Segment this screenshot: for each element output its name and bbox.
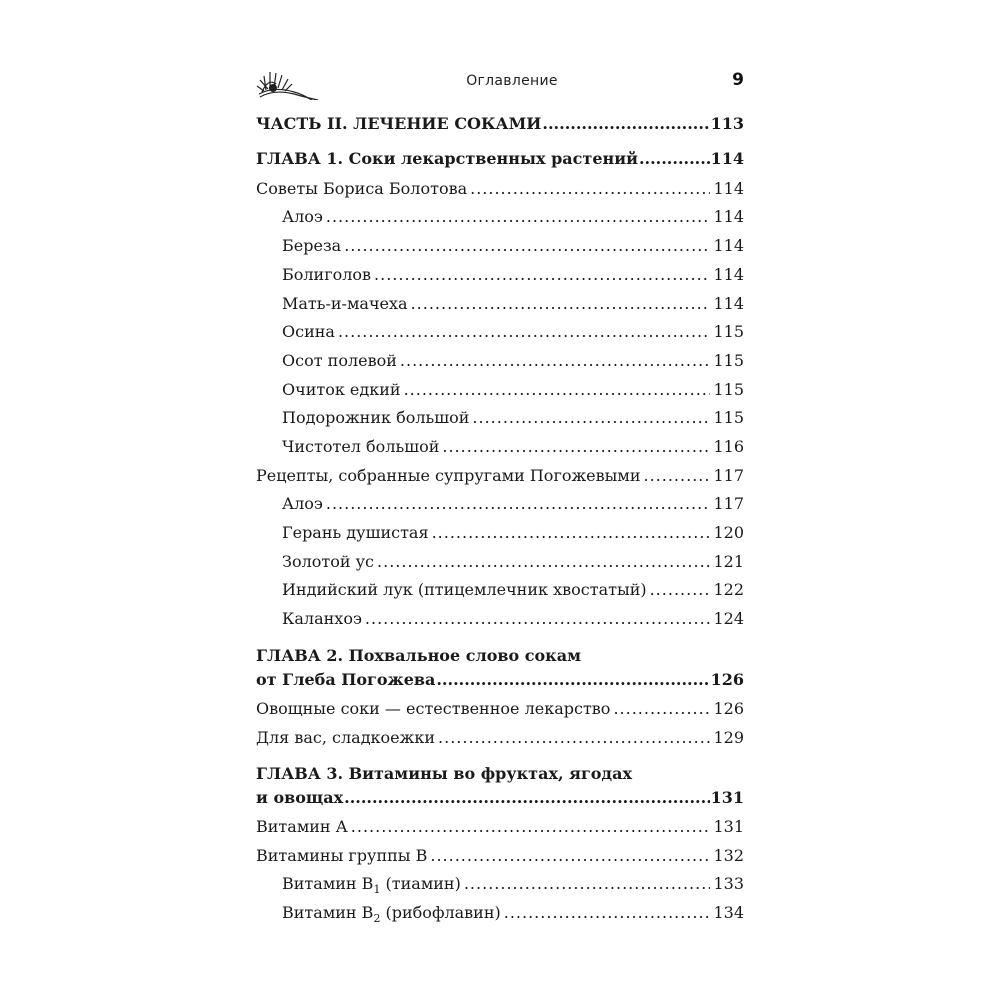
- toc-entry-bereza[interactable]: [282, 236, 744, 256]
- toc-label-suffix: (рибофлавин): [380, 903, 501, 922]
- toc-label: Рецепты, собранные супругами Погожевыми: [256, 466, 641, 485]
- leader-dots: [326, 207, 711, 227]
- toc-page: 122: [713, 580, 744, 599]
- page-number: 9: [732, 70, 744, 90]
- toc-label: [282, 874, 461, 896]
- toc-label-subscript: 1: [373, 883, 381, 896]
- toc-entry-ochitok[interactable]: [282, 380, 744, 400]
- toc-entry-mat-i-machekha[interactable]: [282, 294, 744, 314]
- toc-label: и овощах: [256, 788, 344, 807]
- leader-dots: [438, 728, 710, 748]
- toc-label-prefix: Витамин В: [282, 903, 374, 922]
- leader-dots: [430, 846, 710, 866]
- toc-page: 129: [713, 728, 744, 747]
- toc-entry-chapter2[interactable]: [256, 670, 744, 690]
- toc-page: 134: [713, 903, 744, 922]
- toc-page: 116: [713, 437, 744, 456]
- toc-label: Советы Бориса Болотова: [256, 179, 468, 198]
- running-head: [256, 60, 744, 104]
- leader-dots: [326, 494, 711, 514]
- toc-page: 114: [710, 149, 744, 168]
- toc-label: Очиток едкий: [282, 380, 401, 399]
- toc-label: Алоэ: [282, 494, 323, 513]
- toc-entry-chapter1[interactable]: [256, 149, 744, 169]
- toc-entry-kalanhoe[interactable]: [282, 609, 744, 629]
- toc-label-prefix: Витамин В: [282, 874, 374, 893]
- toc-entry-podorozhnik[interactable]: [282, 408, 744, 428]
- toc-label: Витамины группы В: [256, 846, 428, 865]
- toc-label-subscript: 2: [373, 912, 381, 925]
- leader-dots: [351, 817, 711, 837]
- toc-entry-chapter3[interactable]: [256, 788, 744, 808]
- running-head-title: Оглавление: [466, 73, 558, 89]
- toc-entry-aloe-2[interactable]: [282, 494, 744, 514]
- toc-label: Индийский лук (птицемлечник хвостатый): [282, 580, 647, 599]
- leader-dots: [464, 874, 711, 894]
- toc-chapter2-line1[interactable]: ГЛАВА 2. Похвальное слово сокам: [256, 646, 581, 665]
- leader-dots: [432, 523, 711, 543]
- toc-entry-part2[interactable]: [256, 114, 744, 134]
- toc-page: 131: [713, 817, 744, 836]
- toc-page: 126: [713, 699, 744, 718]
- leader-dots: [613, 699, 710, 719]
- toc-page: 115: [713, 380, 744, 399]
- toc-entry-sladkoezhki[interactable]: [256, 728, 744, 748]
- toc-entry-chistotel[interactable]: [282, 437, 744, 457]
- toc-chapter3-line1[interactable]: ГЛАВА 3. Витамины во фруктах, ягодах: [256, 764, 632, 783]
- toc-label: Чистотел большой: [282, 437, 440, 456]
- toc-entry-pogozhev-recipes[interactable]: [256, 466, 744, 486]
- toc-entry-zolotoy-us[interactable]: [282, 552, 744, 572]
- toc-entry-ovoschnye[interactable]: [256, 699, 744, 719]
- toc-label: от Глеба Погожева: [256, 670, 436, 689]
- toc-label: Витамин А: [256, 817, 348, 836]
- leader-dots: [377, 552, 710, 572]
- leader-dots: [344, 236, 710, 256]
- toc-page: 132: [713, 846, 744, 865]
- toc-label: Овощные соки — естественное лекарство: [256, 699, 611, 718]
- toc-page: 114: [713, 265, 744, 284]
- leader-dots: [411, 294, 711, 314]
- toc-label: ЧАСТЬ II. ЛЕЧЕНИЕ СОКАМИ: [256, 114, 542, 133]
- toc-entry-vitamin-b1[interactable]: [282, 874, 744, 896]
- toc-page: 131: [710, 788, 744, 807]
- leader-dots: [472, 408, 710, 428]
- toc-page: 124: [713, 609, 744, 628]
- toc-label: Герань душистая: [282, 523, 429, 542]
- toc-label-suffix: (тиамин): [380, 874, 461, 893]
- toc-entry-aloe[interactable]: [282, 207, 744, 227]
- leader-dots: [639, 149, 710, 169]
- leader-dots: [404, 380, 711, 400]
- leader-dots: [442, 437, 710, 457]
- toc-page: 114: [713, 294, 744, 313]
- toc-entry-bolotov[interactable]: [256, 179, 744, 199]
- toc-page: 117: [713, 494, 744, 513]
- toc-page: 114: [713, 207, 744, 226]
- leader-dots: [650, 580, 711, 600]
- toc-entry-indian-onion[interactable]: [282, 580, 744, 600]
- toc-label: Осот полевой: [282, 351, 397, 370]
- leader-dots: [338, 322, 711, 342]
- leader-dots: [374, 265, 710, 285]
- toc-label: Подорожник большой: [282, 408, 470, 427]
- leader-dots: [344, 788, 709, 808]
- toc-label: Болиголов: [282, 265, 372, 284]
- leader-dots: [504, 903, 711, 923]
- leader-dots: [542, 114, 709, 134]
- toc-label: Для вас, сладкоежки: [256, 728, 436, 747]
- leader-dots: [436, 670, 709, 690]
- toc-label: Каланхоэ: [282, 609, 362, 628]
- toc-label: [282, 903, 501, 925]
- toc-page: 115: [713, 408, 744, 427]
- toc-entry-boligolov[interactable]: [282, 265, 744, 285]
- toc-entry-osot[interactable]: [282, 351, 744, 371]
- toc-entry-osina[interactable]: [282, 322, 744, 342]
- toc-page: 115: [713, 322, 744, 341]
- toc-label: ГЛАВА 1. Соки лекарственных растений: [256, 149, 638, 168]
- toc-page: 114: [713, 179, 744, 198]
- toc-page: 117: [713, 466, 744, 485]
- toc-label: Золотой ус: [282, 552, 375, 571]
- leader-dots: [644, 466, 711, 486]
- toc-entry-vitamin-b[interactable]: [256, 846, 744, 866]
- toc-page: 133: [713, 874, 744, 893]
- toc-page: 115: [713, 351, 744, 370]
- toc-entry-geran[interactable]: [282, 523, 744, 543]
- toc-entry-vitamin-b2[interactable]: [282, 903, 744, 925]
- leader-dots: [470, 179, 710, 199]
- toc-page: 114: [713, 236, 744, 255]
- toc-label: Осина: [282, 322, 335, 341]
- toc-entry-vitamin-a[interactable]: [256, 817, 744, 837]
- leader-dots: [400, 351, 711, 371]
- toc-page: 113: [710, 114, 744, 133]
- toc-page: 120: [713, 523, 744, 542]
- toc-label: Мать-и-мачеха: [282, 294, 408, 313]
- leader-dots: [365, 609, 711, 629]
- toc-page: 126: [710, 670, 744, 689]
- toc-label: Береза: [282, 236, 342, 255]
- toc-label: Алоэ: [282, 207, 323, 226]
- toc-page: 121: [713, 552, 744, 571]
